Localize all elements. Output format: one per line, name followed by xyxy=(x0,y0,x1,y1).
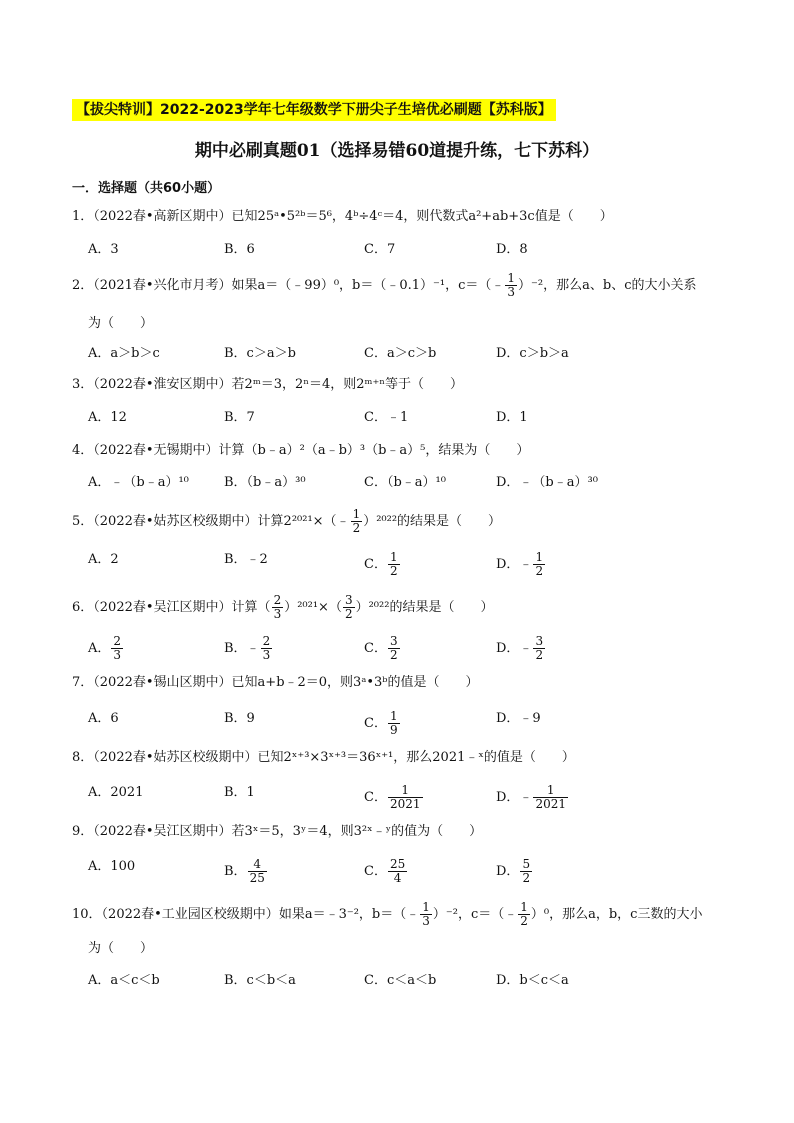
option-b: B．（b﹣a）³⁰ xyxy=(224,475,306,490)
question-source: （2022春•淮安区期中） xyxy=(93,377,232,392)
question-2 xyxy=(72,272,696,299)
option-a: A．3 xyxy=(88,242,119,257)
question-stem-cont: ）⁻²，那么a、b、c的大小关系 xyxy=(518,278,697,293)
question-stem-end: ）²⁰²²的结果是（ ） xyxy=(355,600,494,615)
question-source: （2022春•姑苏区校级期中） xyxy=(93,750,258,765)
options-9 xyxy=(88,858,708,898)
fraction xyxy=(533,551,545,578)
question-source: （2022春•高新区期中） xyxy=(93,209,232,224)
option-c: C．（b﹣a）¹⁰ xyxy=(364,475,446,490)
option-b: B．﹣2 xyxy=(224,552,268,567)
numerator: 4 xyxy=(248,858,267,872)
question-stem: 计算（b﹣a）²（a﹣b）³（b﹣a）⁵，结果为（ ） xyxy=(218,443,530,458)
option-a-label: A． xyxy=(88,641,111,656)
question-1 xyxy=(72,208,613,226)
numerator: 5 xyxy=(522,857,531,871)
option-c-label: C． xyxy=(364,790,387,805)
option-c: C．﹣1 xyxy=(364,410,409,425)
denominator: 25 xyxy=(249,871,265,885)
question-stem-end: ）⁰，那么a，b，c三数的大小 xyxy=(530,907,703,922)
fraction xyxy=(533,784,568,811)
option-c-label: C． xyxy=(364,716,387,731)
option-a: A．2 xyxy=(88,552,119,567)
question-stem: 已知a+b﹣2＝0，则3ᵃ•3ᵇ的值是（ ） xyxy=(231,675,479,690)
option-a: A．a＞b＞c xyxy=(88,346,160,361)
question-number: 5． xyxy=(72,514,94,529)
fraction xyxy=(343,594,355,621)
option-d xyxy=(496,858,533,885)
fraction xyxy=(248,858,267,885)
denominator: 3 xyxy=(507,285,516,299)
fraction xyxy=(261,635,273,662)
numerator: 1 xyxy=(535,550,544,564)
question-number: 8． xyxy=(72,750,94,765)
fraction xyxy=(518,901,530,928)
question-source: （2022春•姑苏区校级期中） xyxy=(93,514,258,529)
option-c-label: C． xyxy=(364,864,387,879)
numerator: 1 xyxy=(520,900,528,914)
options-8 xyxy=(88,784,708,824)
question-stem: 如果a＝（﹣99）⁰，b＝（﹣0.1）⁻¹，c＝（﹣ xyxy=(231,278,505,293)
question-source: （2022春•吴江区期中） xyxy=(93,824,232,839)
option-b: B．c＜b＜a xyxy=(224,973,296,988)
question-source: （2022春•无锡期中） xyxy=(93,443,219,458)
numerator: 25 xyxy=(389,857,406,871)
option-d xyxy=(496,551,546,578)
option-d: D．1 xyxy=(496,410,528,425)
question-5 xyxy=(72,508,501,535)
numerator: 1 xyxy=(352,507,361,521)
option-d xyxy=(496,784,569,811)
option-a: A．a＜c＜b xyxy=(88,973,160,988)
question-stem-cont: ）²⁰²¹×（ xyxy=(284,600,342,615)
fraction xyxy=(420,901,432,928)
denominator: 2 xyxy=(344,607,353,621)
fraction xyxy=(272,594,284,621)
fraction xyxy=(388,710,400,737)
option-b-label: B． xyxy=(224,864,247,879)
question-number: 9． xyxy=(72,824,94,839)
fraction xyxy=(388,635,400,662)
option-d: D．﹣9 xyxy=(496,711,541,726)
question-2-wrap: 为（ ） xyxy=(88,316,154,331)
numerator: 2 xyxy=(262,634,271,648)
question-number: 10． xyxy=(72,907,102,922)
option-c: C．a＞c＞b xyxy=(364,346,437,361)
numerator: 1 xyxy=(388,784,423,798)
question-number: 2． xyxy=(72,278,94,293)
question-stem: 若3ˣ＝5，3ʸ＝4，则3²ˣ﹣ʸ的值为（ ） xyxy=(231,824,483,839)
fraction xyxy=(520,858,532,885)
option-d: D．c＞b＞a xyxy=(496,346,569,361)
option-c xyxy=(364,858,408,885)
option-c-label: C． xyxy=(364,557,387,572)
option-b-label: B．﹣ xyxy=(224,641,260,656)
question-source: （2021春•兴化市月考） xyxy=(93,278,232,293)
option-b: B．7 xyxy=(224,410,255,425)
options-10 xyxy=(88,972,708,1012)
question-source: （2022春•工业园区校级期中） xyxy=(101,907,279,922)
numerator: 1 xyxy=(533,784,568,798)
question-10-wrap: 为（ ） xyxy=(88,941,154,956)
options-5 xyxy=(88,551,708,591)
fraction xyxy=(388,858,407,885)
denominator: 2021 xyxy=(535,797,566,811)
option-d xyxy=(496,635,546,662)
option-b: B．1 xyxy=(224,785,255,800)
option-d-label: D．﹣ xyxy=(496,641,533,656)
option-b: B．c＞a＞b xyxy=(224,346,296,361)
option-d: D．8 xyxy=(496,242,528,257)
question-number: 1． xyxy=(72,209,94,224)
question-number: 6． xyxy=(72,600,94,615)
option-a: A．6 xyxy=(88,711,119,726)
option-a: A．12 xyxy=(88,410,127,425)
denominator: 3 xyxy=(113,648,122,662)
option-d-label: D．﹣ xyxy=(496,557,533,572)
option-c: C．c＜a＜b xyxy=(364,973,437,988)
denominator: 9 xyxy=(389,723,398,737)
question-number: 7． xyxy=(72,675,94,690)
question-stem: 若2ᵐ＝3，2ⁿ＝4，则2ᵐ⁺ⁿ等于（ ） xyxy=(231,377,463,392)
option-b: B．9 xyxy=(224,711,255,726)
denominator: 3 xyxy=(422,914,430,928)
denominator: 4 xyxy=(393,871,402,885)
option-a xyxy=(88,635,124,662)
option-d-label: D． xyxy=(496,864,520,879)
denominator: 3 xyxy=(262,648,271,662)
numerator: 1 xyxy=(389,550,398,564)
fraction xyxy=(351,508,363,535)
option-d: D．b＜c＜a xyxy=(496,973,569,988)
denominator: 2 xyxy=(352,521,361,535)
option-c xyxy=(364,635,401,662)
option-a: A．﹣（b﹣a）¹⁰ xyxy=(88,475,189,490)
numerator: 1 xyxy=(389,709,398,723)
option-a: A．2021 xyxy=(88,785,144,800)
section-heading: 一．选择题（共60小题） xyxy=(72,181,221,196)
question-10 xyxy=(72,901,702,928)
option-c: C．7 xyxy=(364,242,396,257)
denominator: 2 xyxy=(535,648,544,662)
numerator: 3 xyxy=(389,634,398,648)
option-c-label: C． xyxy=(364,641,387,656)
question-3 xyxy=(72,376,463,394)
question-stem: 计算2²⁰²¹×（﹣ xyxy=(257,514,350,529)
denominator: 2021 xyxy=(389,797,421,811)
options-7 xyxy=(88,710,708,750)
fraction xyxy=(111,635,123,662)
question-stem: 已知2ˣ⁺³×3ˣ⁺³＝36ˣ⁺¹，那么2021﹣ˣ的值是（ ） xyxy=(257,750,575,765)
numerator: 2 xyxy=(273,593,282,607)
option-d-label: D．﹣ xyxy=(496,790,533,805)
option-c xyxy=(364,551,401,578)
fraction xyxy=(505,272,517,299)
question-number: 3． xyxy=(72,377,94,392)
denominator: 2 xyxy=(389,648,398,662)
fraction xyxy=(388,551,400,578)
option-b xyxy=(224,635,273,662)
denominator: 3 xyxy=(273,607,282,621)
option-c xyxy=(364,710,401,737)
question-9 xyxy=(72,823,482,841)
option-c xyxy=(364,784,424,811)
series-banner: 【拔尖特训】2022-2023学年七年级数学下册尖子生培优必刷题【苏科版】 xyxy=(72,99,556,121)
question-6 xyxy=(72,594,493,621)
question-8 xyxy=(72,749,575,767)
option-d: D．﹣（b﹣a）³⁰ xyxy=(496,475,598,490)
option-a: A．100 xyxy=(88,859,136,874)
numerator: 2 xyxy=(113,634,122,648)
fraction xyxy=(533,635,545,662)
numerator: 3 xyxy=(344,593,353,607)
denominator: 2 xyxy=(535,564,544,578)
options-6 xyxy=(88,635,708,675)
denominator: 2 xyxy=(520,914,528,928)
denominator: 2 xyxy=(522,871,531,885)
fraction xyxy=(388,784,423,811)
question-4 xyxy=(72,442,529,460)
question-stem-cont: ）²⁰²²的结果是（ ） xyxy=(363,514,502,529)
question-source: （2022春•锡山区期中） xyxy=(93,675,232,690)
question-stem: 如果a＝﹣3⁻²，b＝（﹣ xyxy=(278,907,420,922)
question-7 xyxy=(72,674,478,692)
question-stem: 计算（ xyxy=(231,600,271,615)
question-stem: 已知25ᵃ•5²ᵇ＝5⁶，4ᵇ÷4ᶜ＝4，则代数式a²+ab+3c值是（ ） xyxy=(231,209,613,224)
option-b: B．6 xyxy=(224,242,255,257)
question-stem-cont: ）⁻²，c＝（﹣ xyxy=(432,907,518,922)
numerator: 1 xyxy=(507,271,516,285)
page-title: 期中必刷真题01（选择易错60道提升练，七下苏科） xyxy=(194,141,600,161)
question-source: （2022春•吴江区期中） xyxy=(93,600,232,615)
numerator: 3 xyxy=(535,634,544,648)
denominator: 2 xyxy=(389,564,398,578)
option-b xyxy=(224,858,268,885)
numerator: 1 xyxy=(422,900,430,914)
question-number: 4． xyxy=(72,443,94,458)
